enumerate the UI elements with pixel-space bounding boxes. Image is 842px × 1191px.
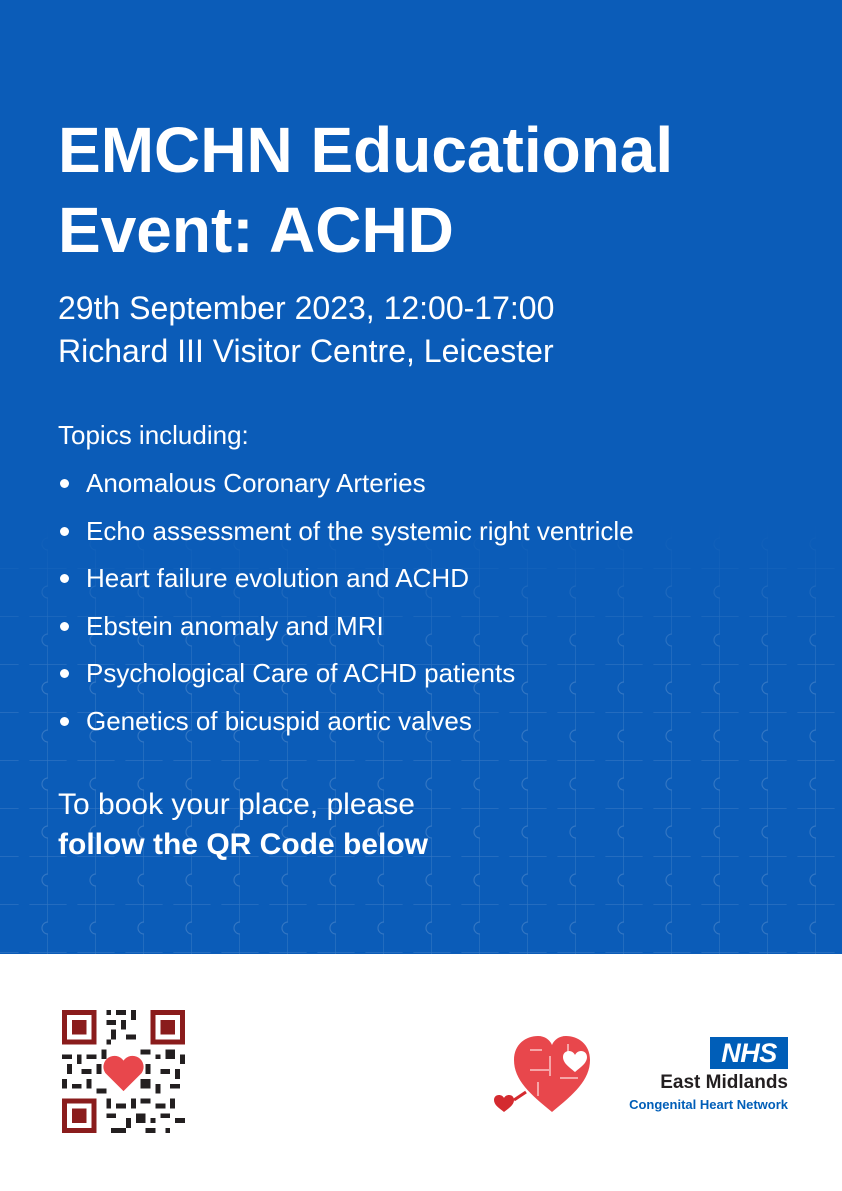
nhs-network-name: Congenital Heart Network [629, 1097, 788, 1112]
topic-item: Psychological Care of ACHD patients [58, 650, 634, 698]
booking-line-2: follow the QR Code below [58, 828, 428, 861]
title-line-2: Event: ACHD [58, 194, 454, 266]
topic-item: Ebstein anomaly and MRI [58, 603, 634, 651]
title-line-1: EMCHN Educational [58, 114, 674, 186]
topic-item: Echo assessment of the systemic right ventricle [58, 508, 634, 556]
topic-item: Anomalous Coronary Arteries [58, 460, 634, 508]
booking-qr-code[interactable] [62, 1010, 185, 1133]
nhs-region-name: East Midlands [660, 1072, 788, 1093]
event-title [58, 110, 818, 270]
nhs-logo: NHS [710, 1037, 788, 1069]
topics-heading: Topics including: [58, 420, 249, 450]
event-date-time: 29th September 2023, 12:00-17:00 [58, 290, 555, 326]
heart-puzzle-logo [490, 1030, 615, 1120]
topic-item: Heart failure evolution and ACHD [58, 555, 634, 603]
booking-line-1: To book your place, please [58, 788, 415, 821]
booking-instructions [58, 785, 428, 865]
topic-item: Genetics of bicuspid aortic valves [58, 698, 634, 746]
topics-list [58, 460, 634, 745]
event-venue: Richard III Visitor Centre, Leicester [58, 333, 554, 369]
